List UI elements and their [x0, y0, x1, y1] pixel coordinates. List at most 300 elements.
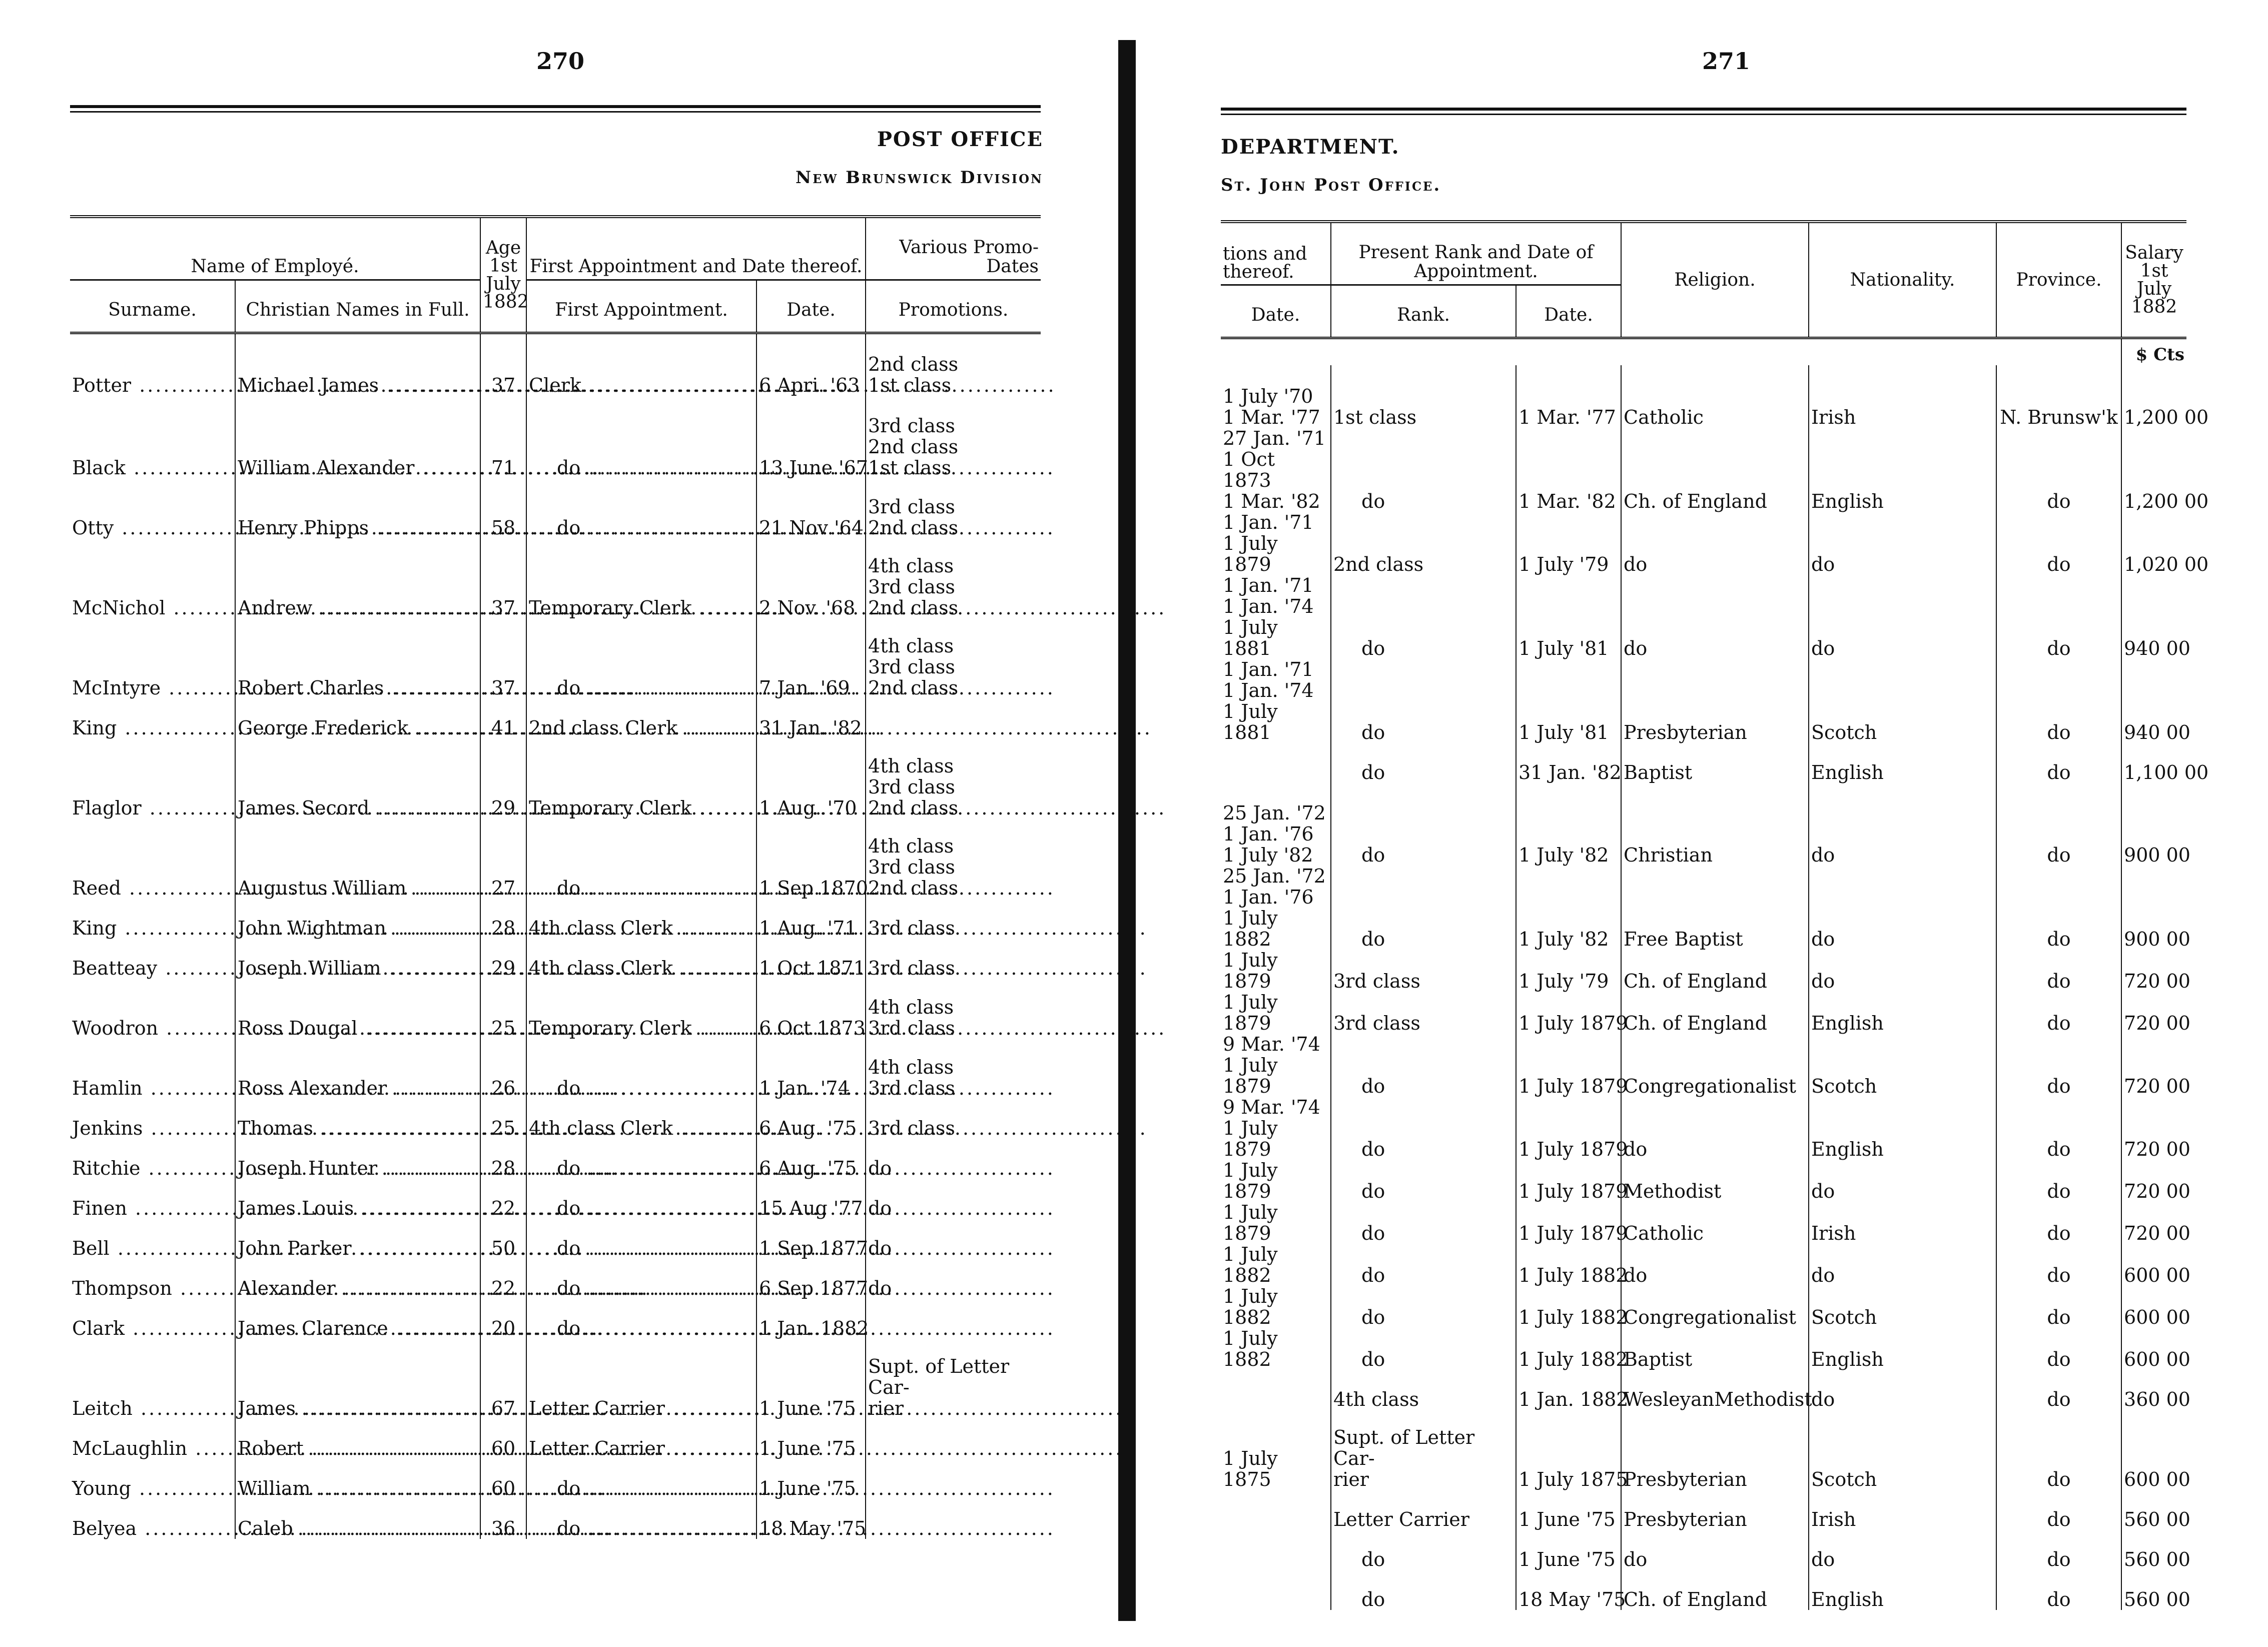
- promotion-dates-cell: 25 Jan. '72 1 Jan. '76 1 July 1882: [1223, 865, 1326, 950]
- province-cell: do: [1996, 1034, 2121, 1097]
- promotion-dates-cell: 1 July 1879: [1223, 991, 1278, 1034]
- christian-names-cell: James Secord .....: [235, 738, 480, 818]
- table-row: [1221, 1490, 2186, 1530]
- age-cell: 25: [480, 1099, 526, 1139]
- religion-cell: Catholic: [1621, 1202, 1809, 1244]
- appointment-date-cell: 21 Nov '64: [757, 478, 866, 538]
- salary-cell: 720 00: [2121, 1034, 2186, 1097]
- page-heading: DEPARTMENT.: [1221, 135, 1400, 159]
- appointment-date-cell: 1 June '75: [757, 1459, 866, 1499]
- rank-date-cell: 1 June '75: [1516, 1490, 1621, 1530]
- rank-date-cell: 1 July 1875: [1516, 1410, 1621, 1490]
- rank-cell: 3rd class: [1331, 992, 1516, 1034]
- rank-cell: do: [1331, 1202, 1516, 1244]
- first-appointment-cell: Temporary Clerk .....: [526, 538, 757, 618]
- promotion-dates-cell: 25 Jan. '72 1 Jan. '76 1 July '82: [1223, 802, 1326, 866]
- christian-names-cell: Joseph William .....: [235, 939, 480, 979]
- promotion-dates-cell: 9 Mar. '74 1 July 1879: [1223, 1033, 1320, 1097]
- rank-cell: do: [1331, 1034, 1516, 1097]
- table-row: [1221, 575, 2186, 659]
- table-row: [1221, 428, 2186, 512]
- rank-cell: do: [1331, 1160, 1516, 1202]
- appointment-date-cell: 6 Sep 1877: [757, 1259, 866, 1299]
- promotion-dates-cell: 27 Jan. '71 1 Oct 1873 1 Mar. '82: [1223, 427, 1326, 512]
- salary-cell: 720 00: [2121, 1202, 2186, 1244]
- rank-date-cell: 1 July '82: [1516, 783, 1621, 866]
- promotions-cell: 4th class 3rd class 2nd class: [866, 618, 1041, 698]
- surname-cell: Flaglor .....: [70, 738, 235, 818]
- promotion-dates-cell: 1 July 1879: [1223, 1159, 1278, 1202]
- age-cell: 60: [480, 1459, 526, 1499]
- salary-cell: 940 00: [2121, 659, 2186, 743]
- rank-cell: do: [1331, 783, 1516, 866]
- province-cell: do: [1996, 659, 2121, 743]
- surname-cell: McIntyre .....: [70, 618, 235, 698]
- promotion-dates-cell: [1221, 1370, 1331, 1410]
- table-row: [1221, 1410, 2186, 1490]
- promotion-dates-cell: [1221, 743, 1331, 783]
- rank-cell: do: [1331, 1244, 1516, 1286]
- top-rule: [70, 105, 1041, 113]
- province-cell: do: [1996, 992, 2121, 1034]
- salary-header: Salary 1st July 1882: [2121, 222, 2186, 338]
- province-cell: do: [1996, 428, 2121, 512]
- religion-cell: Ch. of England: [1621, 428, 1809, 512]
- first-appointment-cell: Temporary Clerk .....: [526, 979, 757, 1039]
- religion-cell: Presbyterian: [1621, 1410, 1809, 1490]
- first-appointment-cell: do .....: [526, 618, 757, 698]
- nationality-cell: Irish: [1809, 365, 1996, 428]
- appointment-date-cell: 13 June '67: [757, 396, 866, 478]
- first-appointment-cell: do .....: [526, 1259, 757, 1299]
- salary-cell: 900 00: [2121, 866, 2186, 950]
- table-row: [1221, 743, 2186, 783]
- promotions-cell: do: [866, 1139, 1041, 1179]
- rank-date-cell: 1 July '79: [1516, 950, 1621, 992]
- province-cell: do: [1996, 1490, 2121, 1530]
- religion-cell: Baptist: [1621, 1328, 1809, 1370]
- table-row: [1221, 512, 2186, 575]
- rank-cell: do: [1331, 866, 1516, 950]
- age-cell: 28: [480, 1139, 526, 1179]
- religion-cell: Baptist: [1621, 743, 1809, 783]
- rank-date-cell: 1 July '81: [1516, 659, 1621, 743]
- salary-cell: 560 00: [2121, 1530, 2186, 1570]
- date-header: Date.: [757, 280, 866, 333]
- religion-cell: Christian: [1621, 783, 1809, 866]
- first-appointment-cell: Letter Carrier .....: [526, 1339, 757, 1419]
- promotions-cell: 3rd class: [866, 1099, 1041, 1139]
- promotions-cell: 4th class 3rd class 2nd class: [866, 738, 1041, 818]
- nationality-cell: do: [1809, 1530, 1996, 1570]
- christian-names-cell: George Frederick .....: [235, 698, 480, 738]
- christian-names-cell: Ross Dougal .....: [235, 979, 480, 1039]
- religion-cell: Ch. of England: [1621, 1570, 1809, 1610]
- table-row: [1221, 659, 2186, 743]
- nationality-cell: do: [1809, 575, 1996, 659]
- name-group-header: Name of Employé.: [70, 217, 480, 280]
- table-row: [70, 1099, 1041, 1139]
- table-row: [70, 1459, 1041, 1499]
- religion-cell: Catholic: [1621, 365, 1809, 428]
- table-row: [70, 333, 1041, 396]
- rank-cell: do: [1331, 1530, 1516, 1570]
- page-subheading: St. John Post Office.: [1221, 175, 1441, 195]
- nationality-cell: English: [1809, 1097, 1996, 1160]
- age-cell: 37: [480, 538, 526, 618]
- surname-cell: Young .....: [70, 1459, 235, 1499]
- age-cell: 58: [480, 478, 526, 538]
- religion-cell: do: [1621, 1530, 1809, 1570]
- table-row: [70, 1499, 1041, 1539]
- table-row: [1221, 1202, 2186, 1244]
- surname-cell: Clark .....: [70, 1299, 235, 1339]
- promotions-cell: do: [866, 1179, 1041, 1219]
- promotion-dates-cell: 1 July 1882: [1223, 1285, 1278, 1328]
- table-row: [1221, 1034, 2186, 1097]
- nationality-cell: English: [1809, 1328, 1996, 1370]
- christian-names-cell: Robert Charles .....: [235, 618, 480, 698]
- rank-date-cell: 1 July 1879: [1516, 1202, 1621, 1244]
- promotion-date-header: Date.: [1221, 285, 1331, 338]
- rank-cell: 4th class: [1331, 1370, 1516, 1410]
- surname-cell: McLaughlin .....: [70, 1419, 235, 1459]
- province-cell: do: [1996, 1328, 2121, 1370]
- table-row: [70, 1299, 1041, 1339]
- christian-names-cell: Robert .....: [235, 1419, 480, 1459]
- promotion-dates-cell: 1 Jan. '71 1 Jan. '74 1 July 1881: [1223, 658, 1314, 743]
- table-row: [70, 618, 1041, 698]
- promotions-cell: 3rd class: [866, 899, 1041, 939]
- rank-cell: Supt. of Letter Car- rier: [1331, 1410, 1516, 1490]
- surname-cell: Leitch .....: [70, 1339, 235, 1419]
- age-cell: 50: [480, 1219, 526, 1259]
- christian-names-cell: William .....: [235, 1459, 480, 1499]
- right-page: [1136, 0, 2268, 1647]
- surname-header: Surname.: [70, 280, 235, 333]
- appointment-date-cell: 15 Aug '77: [757, 1179, 866, 1219]
- table-row: [70, 1339, 1041, 1419]
- surname-cell: Woodron .....: [70, 979, 235, 1039]
- christian-names-cell: Alexander .....: [235, 1259, 480, 1299]
- promotions-cell: 4th class 3rd class: [866, 979, 1041, 1039]
- salary-cell: 600 00: [2121, 1328, 2186, 1370]
- rank-date-cell: 1 June '75: [1516, 1530, 1621, 1570]
- salary-cell: 1,200 00: [2121, 365, 2186, 428]
- rank-date-cell: 31 Jan. '82: [1516, 743, 1621, 783]
- salary-cell: 1,020 00: [2121, 512, 2186, 575]
- christian-names-cell: John Parker .....: [235, 1219, 480, 1259]
- province-cell: do: [1996, 1097, 2121, 1160]
- page-number: 270: [536, 48, 585, 75]
- table-row: [1221, 1370, 2186, 1410]
- surname-cell: McNichol .....: [70, 538, 235, 618]
- age-cell: 22: [480, 1259, 526, 1299]
- rank-date-cell: 1 Jan. 1882: [1516, 1370, 1621, 1410]
- first-appointment-cell: 4th class Clerk .....: [526, 899, 757, 939]
- table-row: [70, 1039, 1041, 1099]
- religion-header: Religion.: [1621, 222, 1809, 338]
- salary-cell: 720 00: [2121, 1097, 2186, 1160]
- first-appointment-cell: 2nd class Clerk .....: [526, 698, 757, 738]
- promotions-cell: 3rd class: [866, 939, 1041, 979]
- age-cell: 41: [480, 698, 526, 738]
- province-cell: do: [1996, 1202, 2121, 1244]
- table-row: [70, 939, 1041, 979]
- table-row: [70, 478, 1041, 538]
- first-appointment-cell: do .....: [526, 396, 757, 478]
- christian-names-cell: John Wightman .....: [235, 899, 480, 939]
- salary-cell: 940 00: [2121, 575, 2186, 659]
- promotions-header: Promotions.: [866, 280, 1041, 333]
- nationality-cell: English: [1809, 1570, 1996, 1610]
- rank-cell: do: [1331, 1286, 1516, 1328]
- appointment-date-cell: 1 Sep 1870: [757, 818, 866, 899]
- promotion-dates-cell: 1 July 1875: [1223, 1447, 1278, 1490]
- appointment-date-cell: 6 Oct 1873: [757, 979, 866, 1039]
- christian-names-cell: William Alexander .....: [235, 396, 480, 478]
- nationality-cell: do: [1809, 783, 1996, 866]
- promotions-cell: do: [866, 1219, 1041, 1259]
- rank-date-cell: 1 Mar. '82: [1516, 428, 1621, 512]
- province-cell: do: [1996, 1244, 2121, 1286]
- nationality-cell: do: [1809, 1244, 1996, 1286]
- first-appointment-cell: Clerk .....: [526, 333, 757, 396]
- first-appointment-cell: do .....: [526, 1139, 757, 1179]
- rank-date-cell: 1 July 1879: [1516, 1160, 1621, 1202]
- first-appointment-cell: do .....: [526, 1499, 757, 1539]
- table-row: [70, 979, 1041, 1039]
- table-row: [1221, 1097, 2186, 1160]
- promotion-dates-cell: [1221, 1570, 1331, 1610]
- province-cell: do: [1996, 743, 2121, 783]
- first-appointment-cell: Letter Carrier .....: [526, 1419, 757, 1459]
- promotions-group-header: Various Promo- Dates: [866, 217, 1041, 280]
- salary-cell: 720 00: [2121, 950, 2186, 992]
- rank-date-cell: 1 July 1882: [1516, 1244, 1621, 1286]
- first-appointment-cell: do .....: [526, 1459, 757, 1499]
- left-page: [0, 0, 1118, 1647]
- table-row: [1221, 1530, 2186, 1570]
- promotions-cell: 3rd class 2nd class: [866, 478, 1041, 538]
- nationality-cell: do: [1809, 1160, 1996, 1202]
- nationality-cell: do: [1809, 512, 1996, 575]
- surname-cell: Hamlin .....: [70, 1039, 235, 1099]
- province-cell: do: [1996, 866, 2121, 950]
- rank-cell: Letter Carrier: [1331, 1490, 1516, 1530]
- age-cell: 36: [480, 1499, 526, 1539]
- rank-date-cell: 1 July '81: [1516, 575, 1621, 659]
- province-cell: N. Brunsw'k: [1996, 365, 2121, 428]
- appointment-date-cell: 1 Aug. '70: [757, 738, 866, 818]
- appointment-date-cell: 1 June '75: [757, 1419, 866, 1459]
- left-table-body: [70, 333, 1041, 1539]
- religion-cell: do: [1621, 1244, 1809, 1286]
- appointment-date-cell: 6 Apri. '63: [757, 333, 866, 396]
- surname-cell: Potter .....: [70, 333, 235, 396]
- surname-cell: Bell .....: [70, 1219, 235, 1259]
- religion-cell: Congregationalist: [1621, 1286, 1809, 1328]
- table-row: [70, 698, 1041, 738]
- age-cell: 71: [480, 396, 526, 478]
- surname-cell: Thompson .....: [70, 1259, 235, 1299]
- rank-date-cell: 1 July '79: [1516, 512, 1621, 575]
- christian-names-cell: Henry Phipps .....: [235, 478, 480, 538]
- right-table-body: [1221, 338, 2209, 1610]
- promotions-group-continued-header: tions and thereof.: [1221, 222, 1331, 285]
- salary-cell: 600 00: [2121, 1410, 2186, 1490]
- religion-cell: Presbyterian: [1621, 1490, 1809, 1530]
- rank-cell: do: [1331, 575, 1516, 659]
- province-header: Province.: [1996, 222, 2121, 338]
- promotion-dates-cell: 1 July 1879: [1223, 949, 1278, 992]
- surname-cell: Otty .....: [70, 478, 235, 538]
- nationality-cell: Scotch: [1809, 659, 1996, 743]
- surname-cell: Finen .....: [70, 1179, 235, 1219]
- page-heading: POST OFFICE: [877, 128, 1043, 151]
- religion-cell: Ch. of England: [1621, 950, 1809, 992]
- first-appointment-header: First Appointment.: [526, 280, 757, 333]
- nationality-cell: Scotch: [1809, 1286, 1996, 1328]
- province-cell: do: [1996, 950, 2121, 992]
- table-row: [1221, 1286, 2186, 1328]
- page-number: 271: [1702, 48, 1751, 75]
- age-cell: 37: [480, 618, 526, 698]
- first-appointment-cell: do .....: [526, 478, 757, 538]
- christian-names-header: Christian Names in Full.: [235, 280, 480, 333]
- religion-cell: do: [1621, 512, 1809, 575]
- surname-cell: Jenkins .....: [70, 1099, 235, 1139]
- rank-date-cell: 1 Mar. '77: [1516, 365, 1621, 428]
- nationality-cell: English: [1809, 428, 1996, 512]
- rank-cell: 1st class: [1331, 365, 1516, 428]
- province-cell: do: [1996, 783, 2121, 866]
- appointment-date-cell: 1 Jan. '74: [757, 1039, 866, 1099]
- first-appointment-cell: do .....: [526, 818, 757, 899]
- appointment-date-cell: 6 Aug. '75: [757, 1139, 866, 1179]
- religion-cell: do: [1621, 1097, 1809, 1160]
- christian-names-cell: Ross Alexander .....: [235, 1039, 480, 1099]
- rank-date-cell: 1 July 1879: [1516, 1034, 1621, 1097]
- province-cell: do: [1996, 1286, 2121, 1328]
- rank-date-cell: 1 July 1879: [1516, 992, 1621, 1034]
- currency-label: $ Cts: [2121, 338, 2186, 366]
- salary-cell: 1,200 00: [2121, 428, 2186, 512]
- appointment-date-cell: 2 Nov. '68: [757, 538, 866, 618]
- table-row: [70, 1419, 1041, 1459]
- nationality-cell: Scotch: [1809, 1410, 1996, 1490]
- rank-cell: do: [1331, 1570, 1516, 1610]
- promotion-dates-cell: 1 July 1879: [1223, 1201, 1278, 1244]
- age-cell: 22: [480, 1179, 526, 1219]
- nationality-cell: Scotch: [1809, 1034, 1996, 1097]
- surname-cell: Black .....: [70, 396, 235, 478]
- appointment-date-cell: 6 Aug. '75: [757, 1099, 866, 1139]
- promotion-dates-cell: 1 Jan. '71 1 Jan. '74 1 July 1881: [1223, 574, 1314, 659]
- christian-names-cell: James .....: [235, 1339, 480, 1419]
- province-cell: do: [1996, 512, 2121, 575]
- table-row: [1221, 1328, 2186, 1370]
- province-cell: do: [1996, 575, 2121, 659]
- age-cell: 25: [480, 979, 526, 1039]
- surname-cell: Belyea .....: [70, 1499, 235, 1539]
- appointment-date-cell: 31 Jan. '82: [757, 698, 866, 738]
- religion-cell: Methodist: [1621, 1160, 1809, 1202]
- promotions-cell: do: [866, 1259, 1041, 1299]
- christian-names-cell: Augustus William .....: [235, 818, 480, 899]
- table-row: [70, 818, 1041, 899]
- first-appointment-cell: do .....: [526, 1219, 757, 1259]
- promotion-dates-cell: 1 July '70 1 Mar. '77: [1223, 385, 1320, 428]
- appointment-date-cell: 1 June '75: [757, 1339, 866, 1419]
- salary-cell: 560 00: [2121, 1570, 2186, 1610]
- religion-cell: Ch. of England: [1621, 992, 1809, 1034]
- nationality-cell: do: [1809, 950, 1996, 992]
- nationality-cell: Irish: [1809, 1202, 1996, 1244]
- appointment-date-cell: 1 Jan. 1882: [757, 1299, 866, 1339]
- salary-cell: 560 00: [2121, 1490, 2186, 1530]
- table-row: [70, 1179, 1041, 1219]
- nationality-cell: English: [1809, 992, 1996, 1034]
- rank-date-cell: 1 July '82: [1516, 866, 1621, 950]
- religion-cell: Presbyterian: [1621, 659, 1809, 743]
- rank-group-header: Present Rank and Date of Appointment.: [1331, 222, 1621, 285]
- nationality-header: Nationality.: [1809, 222, 1996, 338]
- christian-names-cell: Andrew .....: [235, 538, 480, 618]
- rank-cell: 2nd class: [1331, 512, 1516, 575]
- age-cell: 20: [480, 1299, 526, 1339]
- table-row: [1221, 1244, 2186, 1286]
- surname-cell: King .....: [70, 698, 235, 738]
- rank-cell: 3rd class: [1331, 950, 1516, 992]
- religion-cell: Congregationalist: [1621, 1034, 1809, 1097]
- christian-names-cell: Thomas .....: [235, 1099, 480, 1139]
- rank-date-cell: 1 July 1882: [1516, 1286, 1621, 1328]
- salary-cell: 720 00: [2121, 992, 2186, 1034]
- first-appointment-cell: Temporary Clerk .....: [526, 738, 757, 818]
- province-cell: do: [1996, 1570, 2121, 1610]
- table-row: [70, 538, 1041, 618]
- appointment-date-cell: 1 Oct 1871: [757, 939, 866, 979]
- promotions-cell: 4th class 3rd class 2nd class: [866, 538, 1041, 618]
- table-row: [1221, 1160, 2186, 1202]
- first-appointment-cell: do .....: [526, 1299, 757, 1339]
- promotions-cell: 2nd class 1st class: [866, 333, 1041, 396]
- salary-cell: 600 00: [2121, 1286, 2186, 1328]
- page-subheading: New Brunswick Division: [796, 168, 1043, 188]
- top-rule: [1221, 108, 2186, 115]
- religion-cell: WesleyanMethodist: [1621, 1370, 1809, 1410]
- salary-cell: 1,100 00: [2121, 743, 2186, 783]
- promotions-cell: 4th class 3rd class: [866, 1039, 1041, 1099]
- nationality-cell: Irish: [1809, 1490, 1996, 1530]
- surname-cell: Reed .....: [70, 818, 235, 899]
- nationality-cell: do: [1809, 866, 1996, 950]
- age-cell: 29: [480, 939, 526, 979]
- promotion-dates-cell: [1221, 1490, 1331, 1530]
- province-cell: do: [1996, 1370, 2121, 1410]
- rank-cell: do: [1331, 743, 1516, 783]
- first-appointment-cell: 4th class Clerk .....: [526, 1099, 757, 1139]
- promotions-cell: 3rd class 2nd class 1st class: [866, 396, 1041, 478]
- table-row: [70, 1139, 1041, 1179]
- province-cell: do: [1996, 1410, 2121, 1490]
- salary-cell: 720 00: [2121, 1160, 2186, 1202]
- surname-cell: King .....: [70, 899, 235, 939]
- province-cell: do: [1996, 1530, 2121, 1570]
- promotion-dates-cell: 9 Mar. '74 1 July 1879: [1223, 1096, 1320, 1160]
- nationality-cell: do: [1809, 1370, 1996, 1410]
